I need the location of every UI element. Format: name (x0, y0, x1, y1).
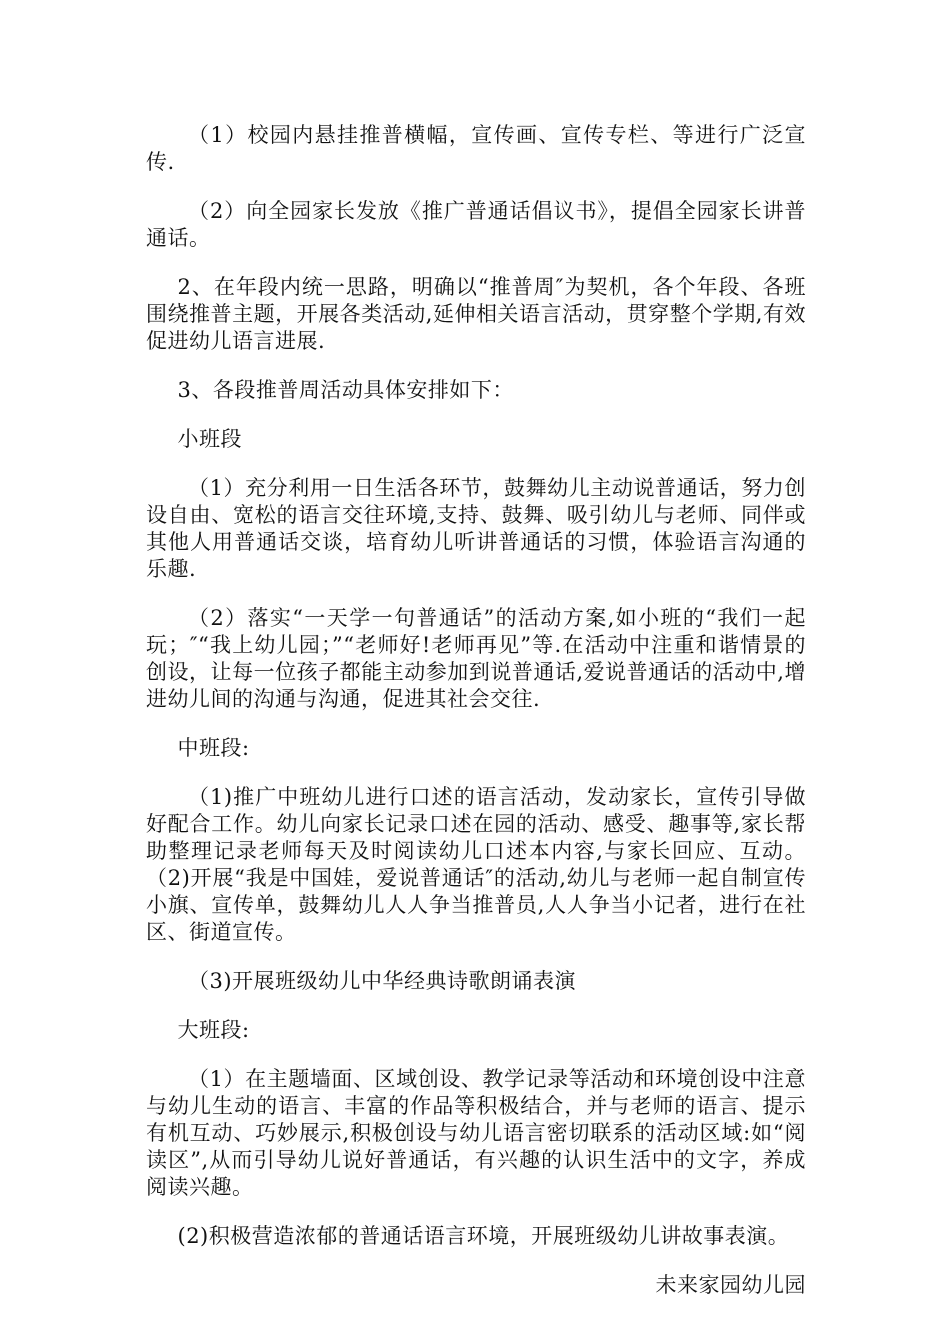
paragraph-publicity-banners: （1）校园内悬挂推普横幅，宣传画、宣传专栏、等进行广泛宣传. (146, 123, 806, 174)
signature: 未来家园幼儿园 (655, 1273, 806, 1297)
paragraph-middle-class-1: （1)推广中班幼儿进行口述的语言活动，发动家长，宣传引导做好配合工作。幼儿向家长记录口述在园的活动、感受、趣事等,家长帮助整理记录老师每天及时阅读幼儿口述本内容,与家长回应、互动。（2)开展“我是中国娃，爱说普通话″的活动,幼儿与老师一起自制宣传小旗、宣传单，鼓舞幼儿人人争当推普员,人人争当小记者，进行在社区、街道宣传。 (146, 785, 806, 944)
paragraph-small-class-1: （1）充分利用一日生活各环节，鼓舞幼儿主动说普通话，努力创设自由、宽松的语言交往环境,支持、鼓舞、吸引幼儿与老师、同伴或其他人用普通话交谈，培育幼儿听讲普通话的习惯，体验语言沟通的乐趣. (146, 476, 806, 581)
section-heading-large-class: 大班段: (177, 1018, 250, 1042)
paragraph-small-class-2: （2）落实“一天学一句普通话”的活动方案,如小班的“我们一起玩；″“我上幼儿园；”“老师好!老师再见”等.在活动中注重和谐情景的创设，让每一位孩子都能主动参加到说普通话,爱说普通话的活动中,增进幼儿间的沟通与沟通，促进其社会交往. (146, 606, 806, 711)
section-heading-middle-class: 中班段: (177, 736, 250, 760)
paragraph-unified-approach: 2、在年段内统一思路，明确以“推普周″为契机，各个年段、各班围绕推普主题，开展各类活动,延伸相关语言活动，贯穿整个学期,有效促进幼儿语言进展. (146, 275, 806, 353)
paragraph-parent-proposal: （2）向全园家长发放《推广普通话倡议书》，提倡全园家长讲普通话。 (146, 199, 806, 250)
paragraph-large-class-1: （1）在主题墙面、区域创设、教学记录等活动和环境创设中注意与幼儿生动的语言、丰富的作品等积极结合，并与老师的语言、提示有机互动、巧妙展示,积极创设与幼儿语言密切联系的活动区域:如“阅读区”,从而引导幼儿说好普通话，有兴趣的认识生活中的文字，养成阅读兴趣。 (146, 1067, 806, 1199)
paragraph-arrangement-intro: 3、各段推普周活动具体安排如下： (177, 378, 514, 402)
document-page (146, 122, 806, 1299)
paragraph-middle-class-3: （3)开展班级幼儿中华经典诗歌朗诵表演 (188, 969, 577, 993)
section-heading-small-class: 小班段 (177, 427, 242, 451)
paragraph-large-class-2: (2)积极营造浓郁的普通话语言环境，开展班级幼儿讲故事表演。 (177, 1224, 790, 1248)
